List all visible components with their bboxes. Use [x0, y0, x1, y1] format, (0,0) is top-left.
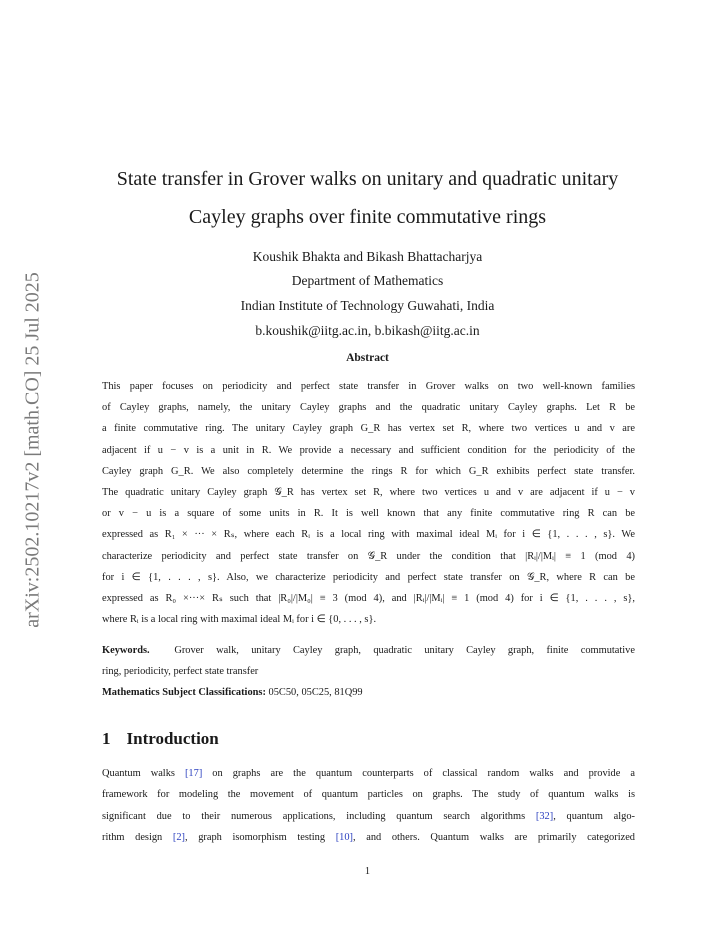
intro-text: on graphs are the quantum counterparts of classical random walks and provide a [202, 768, 635, 779]
abstract-line: This paper focuses on periodicity and perfect state transfer in Grover walks on two well-known families [102, 381, 635, 392]
keywords-line-1: Grover walk, unitary Cayley graph, quadratic unitary Cayley graph, finite commutative [174, 645, 635, 656]
section-number: 1 [102, 729, 111, 748]
intro-text: significant due to their numerous applications, including quantum search algorithms [102, 810, 536, 822]
keywords-label: Keywords. [102, 645, 150, 656]
abstract-line: for i ∈ {1, . . . , s}. Also, we characterize periodicity and perfect state transfer on 𝒢_R, where R can be [102, 571, 635, 583]
citation-link[interactable]: [32] [535, 810, 554, 822]
msc-value: 05C50, 05C25, 81Q99 [268, 687, 363, 698]
abstract-line: or v − u is a square of some units in R. It is well known that any finite commutative ring R can be [102, 508, 635, 520]
abstract-line: a finite commutative ring. The unitary Cayley graph G_R has vertex set R, where two vertices u and v are [102, 423, 635, 435]
abstract-line: where Rᵢ is a local ring with maximal ideal Mᵢ for i ∈ {0, . . . , s}. [102, 614, 377, 626]
intro-paragraph [102, 763, 635, 849]
msc-label: Mathematics Subject Classifications: [102, 687, 266, 698]
intro-text: , quantum algo- [553, 810, 635, 822]
intro-text: rithm design [102, 832, 173, 844]
abstract-line: Cayley graph G_R. We also completely determine the rings R for which G_R exhibits perfect state transfer. [102, 465, 635, 477]
arxiv-sidebar-stamp [21, 250, 45, 650]
intro-text: , graph isomorphism testing [185, 832, 336, 844]
intro-line-4 [102, 827, 635, 848]
abstract-body [102, 376, 635, 630]
abstract-line: expressed as R₀ ×···× Rₛ such that |R₀|/|M₀| ≡ 3 (mod 4), and |Rᵢ|/|Mᵢ| ≡ 1 (mod 4) for i ∈ {1, . . . , s}, [102, 593, 635, 605]
intro-text: , and others. Quantum walks are primarily categorized [353, 832, 636, 844]
section-title: Introduction [126, 729, 219, 748]
msc-classifications [102, 682, 635, 703]
citation-link[interactable]: [10] [335, 832, 353, 844]
section-heading [102, 729, 219, 749]
abstract-line: of Cayley graphs, namely, the unitary Cayley graphs and the quadratic unitary Cayley graphs. Let R be [102, 402, 635, 414]
abstract-line: characterize periodicity and perfect state transfer on 𝒢_R under the condition that |Rᵢ|/|Mᵢ| ≡ 1 (mod 4) [102, 550, 635, 562]
paper-title [90, 160, 645, 236]
intro-line-1 [102, 763, 635, 784]
abstract-line: expressed as R₁ × ··· × Rₛ, where each Rᵢ is a local ring with maximal ideal Mᵢ for i ∈ {1, . . . , s}. We [102, 529, 635, 541]
authors: Koushik Bhakta and Bikash Bhattacharjya [252, 249, 483, 264]
intro-line-2: framework for modeling the movement of quantum particles on graphs. The study of quantum walks is [102, 789, 635, 801]
intro-text: Quantum walks [102, 768, 185, 779]
abstract-heading: Abstract [346, 352, 389, 364]
abstract-line: The quadratic unitary Cayley graph 𝒢_R has vertex set R, where two vertices u and v are adjacent if u − v [102, 487, 635, 499]
page-number: 1 [364, 866, 371, 877]
title-line-1: State transfer in Grover walks on unitary and quadratic unitary [116, 168, 619, 190]
intro-line-3 [102, 806, 635, 827]
abstract-line: adjacent if u − v is a unit in R. We provide a necessary and sufficient condition for the periodicity of the [102, 444, 635, 456]
keywords [102, 640, 635, 682]
title-line-2: Cayley graphs over finite commutative rings [188, 206, 547, 228]
citation-link[interactable]: [17] [184, 768, 203, 779]
emails: b.koushik@iitg.ac.in, b.bikash@iitg.ac.in [255, 323, 480, 338]
citation-link[interactable]: [2] [172, 832, 185, 844]
department: Department of Mathematics [291, 273, 444, 288]
institute: Indian Institute of Technology Guwahati, India [240, 298, 495, 313]
arxiv-id: arXiv:2502.10217v2 [math.CO] 25 Jul 2025 [21, 272, 44, 628]
keywords-line-2: ring, periodicity, perfect state transfer [102, 666, 259, 678]
